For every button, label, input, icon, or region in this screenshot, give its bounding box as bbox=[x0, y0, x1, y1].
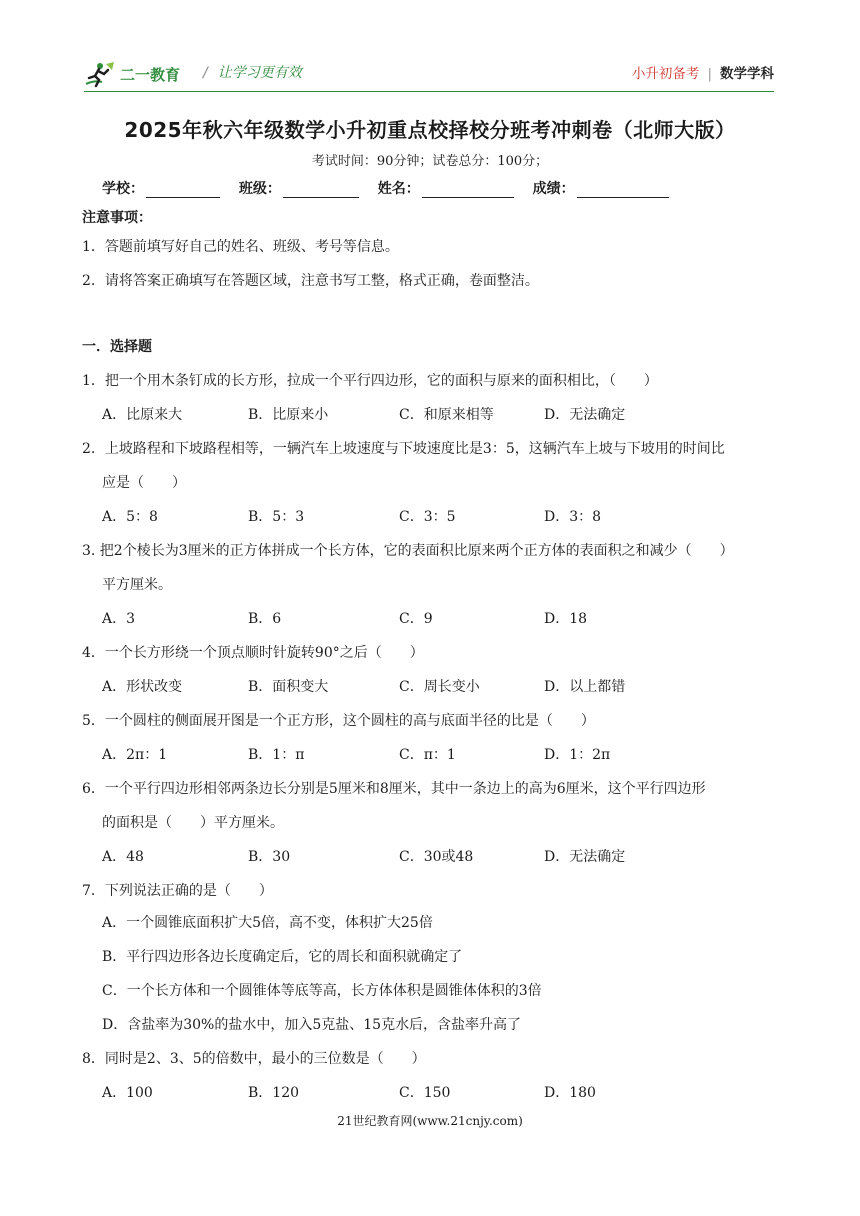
runner-logo-icon bbox=[84, 60, 188, 88]
option-c[interactable]: C．周长变小 bbox=[399, 679, 480, 695]
question-stem-continued: 平方厘米。 bbox=[102, 577, 172, 593]
options-row bbox=[0, 404, 860, 424]
notice-item: 2．请将答案正确填写在答题区域，注意书写工整，格式正确，卷面整洁。 bbox=[82, 273, 539, 289]
option-d[interactable]: D．18 bbox=[544, 611, 588, 627]
options-row bbox=[0, 744, 860, 764]
option-b[interactable]: B．5：3 bbox=[248, 509, 305, 525]
school-blank[interactable] bbox=[146, 181, 220, 198]
name-blank[interactable] bbox=[422, 181, 514, 198]
question-stem-continued: 的面积是（ ）平方厘米。 bbox=[102, 815, 284, 831]
question-stem: 2．上坡路程和下坡路程相等，一辆汽车上坡速度与下坡速度比是3：5，这辆汽车上坡与下坡用的时间比 bbox=[82, 441, 725, 457]
options-row bbox=[0, 1082, 860, 1102]
exam-info: 考试时间：90分钟；试卷总分：100分； bbox=[311, 154, 549, 169]
header-tags: 小升初备考 | 数学学科 bbox=[631, 66, 774, 82]
page-title: 2025年秋六年级数学小升初重点校择校分班考冲刺卷（北师大版） bbox=[124, 118, 736, 142]
score-blank[interactable] bbox=[577, 181, 669, 198]
option-c[interactable]: C．和原来相等 bbox=[399, 407, 494, 423]
option-b[interactable]: B．120 bbox=[248, 1085, 300, 1101]
option-b[interactable]: B．平行四边形各边长度确定后，它的周长和面积就确定了 bbox=[102, 949, 463, 965]
section-title: 一．选择题 bbox=[82, 339, 152, 355]
question-stem: 3. 把2个棱长为3厘米的正方体拼成一个长方体，它的表面积比原来两个正方体的表面积之和减少（ ） bbox=[82, 543, 734, 559]
options-row bbox=[0, 506, 860, 526]
class-field[interactable]: 班级： bbox=[239, 178, 359, 198]
option-b[interactable]: B．1：π bbox=[248, 747, 305, 763]
slogan: / 让学习更有效 bbox=[203, 65, 302, 81]
option-a[interactable]: A．5：8 bbox=[102, 509, 158, 525]
question-stem: 5．一个圆柱的侧面展开图是一个正方形，这个圆柱的高与底面半径的比是（ ） bbox=[82, 713, 595, 729]
question-stem: 4．一个长方形绕一个顶点顺时针旋转90°之后（ ） bbox=[82, 645, 424, 661]
score-field[interactable]: 成绩： bbox=[533, 178, 669, 198]
option-d[interactable]: D．1：2π bbox=[544, 747, 611, 763]
option-d[interactable]: D．无法确定 bbox=[544, 849, 626, 865]
option-c[interactable]: C．3：5 bbox=[399, 509, 456, 525]
notice-heading: 注意事项： bbox=[82, 210, 152, 226]
option-b[interactable]: B．面积变大 bbox=[248, 679, 329, 695]
class-blank[interactable] bbox=[283, 181, 359, 198]
student-info-fields bbox=[102, 178, 683, 198]
option-a[interactable]: A．100 bbox=[102, 1085, 153, 1101]
option-d[interactable]: D．180 bbox=[544, 1085, 596, 1101]
option-c[interactable]: C．30或48 bbox=[399, 849, 474, 865]
options-row bbox=[0, 608, 860, 628]
brand-logo bbox=[84, 60, 188, 88]
options-row bbox=[0, 676, 860, 696]
option-d[interactable]: D．无法确定 bbox=[544, 407, 626, 423]
option-c[interactable]: C．π：1 bbox=[399, 747, 456, 763]
footer-source[interactable]: 21世纪教育网(www.21cnjy.com) bbox=[337, 1114, 523, 1128]
option-a[interactable]: A．一个圆锥底面积扩大5倍，高不变，体积扩大25倍 bbox=[102, 915, 433, 931]
logo-text: 二一教育 bbox=[120, 66, 181, 84]
school-field[interactable]: 学校： bbox=[102, 178, 220, 198]
options-row bbox=[0, 846, 860, 866]
subject-tag: 数学学科 bbox=[720, 66, 774, 82]
option-a[interactable]: A．3 bbox=[102, 611, 136, 627]
option-b[interactable]: B．6 bbox=[248, 611, 282, 627]
option-c[interactable]: C．9 bbox=[399, 611, 433, 627]
question-stem-continued: 应是（ ） bbox=[102, 475, 186, 491]
option-c[interactable]: C．150 bbox=[399, 1085, 451, 1101]
option-b[interactable]: B．30 bbox=[248, 849, 291, 865]
option-a[interactable]: A．48 bbox=[102, 849, 144, 865]
option-a[interactable]: A．比原来大 bbox=[102, 407, 183, 423]
option-a[interactable]: A．形状改变 bbox=[102, 679, 183, 695]
question-stem: 8．同时是2、3、5的倍数中，最小的三位数是（ ） bbox=[82, 1051, 426, 1067]
question-stem: 7．下列说法正确的是（ ） bbox=[82, 883, 273, 899]
notice-item: 1．答题前填写好自己的姓名、班级、考号等信息。 bbox=[82, 239, 399, 255]
exam-tag: 小升初备考 bbox=[631, 66, 700, 82]
option-d[interactable]: D．以上都错 bbox=[544, 679, 626, 695]
option-a[interactable]: A．2π：1 bbox=[102, 747, 168, 763]
option-d[interactable]: D．3：8 bbox=[544, 509, 602, 525]
question-stem: 6．一个平行四边形相邻两条边长分别是5厘米和8厘米，其中一条边上的高为6厘米，这个平行四边形 bbox=[82, 781, 706, 797]
option-c[interactable]: C．一个长方体和一个圆锥体等底等高，长方体体积是圆锥体体积的3倍 bbox=[102, 983, 542, 999]
name-field[interactable]: 姓名： bbox=[378, 178, 514, 198]
option-b[interactable]: B．比原来小 bbox=[248, 407, 329, 423]
header-divider bbox=[84, 91, 774, 92]
slogan-text: 让学习更有效 bbox=[217, 65, 302, 81]
question-stem: 1．把一个用木条钉成的长方形，拉成一个平行四边形，它的面积与原来的面积相比，（ ） bbox=[82, 373, 658, 389]
option-d[interactable]: D．含盐率为30%的盐水中，加入5克盐、15克水后，含盐率升高了 bbox=[102, 1017, 522, 1033]
